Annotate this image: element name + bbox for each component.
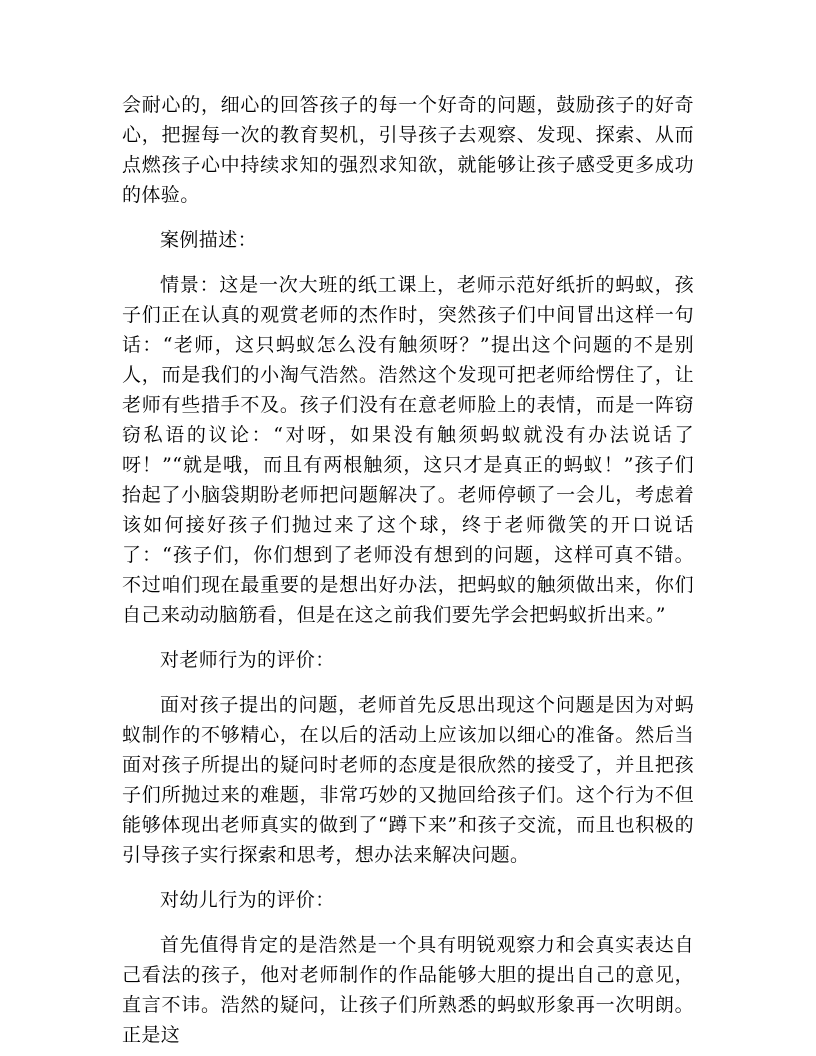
document-body [122, 90, 694, 1050]
body-paragraph-teacher-evaluation: 面对孩子提出的问题，老师首先反思出现这个问题是因为对蚂蚁制作的不够精心，在以后的活动上应该加以细心的准备。然后当面对孩子所提出的疑问时老师的态度是很欣然的接受了，并且把孩子们所抛过来的难题，非常巧妙的又抛回给孩子们。这个行为不但能够体现出老师真实的做到了“蹲下来”和孩子交流，而且也积极的引导孩子实行探索和思考，想办法来解决问题。 [122, 694, 694, 866]
body-paragraph-scenario: 情景：这是一次大班的纸工课上，老师示范好纸折的蚂蚁，孩子们正在认真的观赏老师的杰作时，突然孩子们中间冒出这样一句话：“老师，这只蚂蚁怎么没有触须呀？”提出这个问题的不是别人，而是我们的小淘气浩然。浩然这个发现可把老师给愣住了，让老师有些措手不及。孩子们没有在意老师脸上的表情，而是一阵窃窃私语的议论：“对呀，如果没有触须蚂蚁就没有办法说话了呀！”“就是哦，而且有两根触须，这只才是真正的蚂蚁！”孩子们抬起了小脑袋期盼老师把问题解决了。老师停顿了一会儿，考虑着该如何接好孩子们抛过来了这个球，终于老师微笑的开口说话了：“孩子们，你们想到了老师没有想到的问题，这样可真不错。不过咱们现在最重要的是想出好办法，把蚂蚁的触须做出来，你们自己来动动脑筋看，但是在这之前我们要先学会把蚂蚁折出来。” [122, 274, 694, 626]
heading-child-evaluation: 对幼儿行为的评价： [160, 889, 335, 911]
heading-case-description: 案例描述： [160, 229, 258, 251]
body-paragraph-intro: 会耐心的，细心的回答孩子的每一个好奇的问题，鼓励孩子的好奇心，把握每一次的教育契机，引导孩子去观察、发现、探索、从而点燃孩子心中持续求知的强烈求知欲，就能够让孩子感受更多成功的体验。 [122, 94, 694, 206]
body-paragraph-child-evaluation: 首先值得肯定的是浩然是一个具有明锐观察力和会真实表达自己看法的孩子，他对老师制作的作品能够大胆的提出自己的意见，直言不讳。浩然的疑问，让孩子们所熟悉的蚂蚁形象再一次明朗。正是这 [122, 934, 694, 1046]
heading-teacher-evaluation: 对老师行为的评价： [160, 649, 335, 671]
